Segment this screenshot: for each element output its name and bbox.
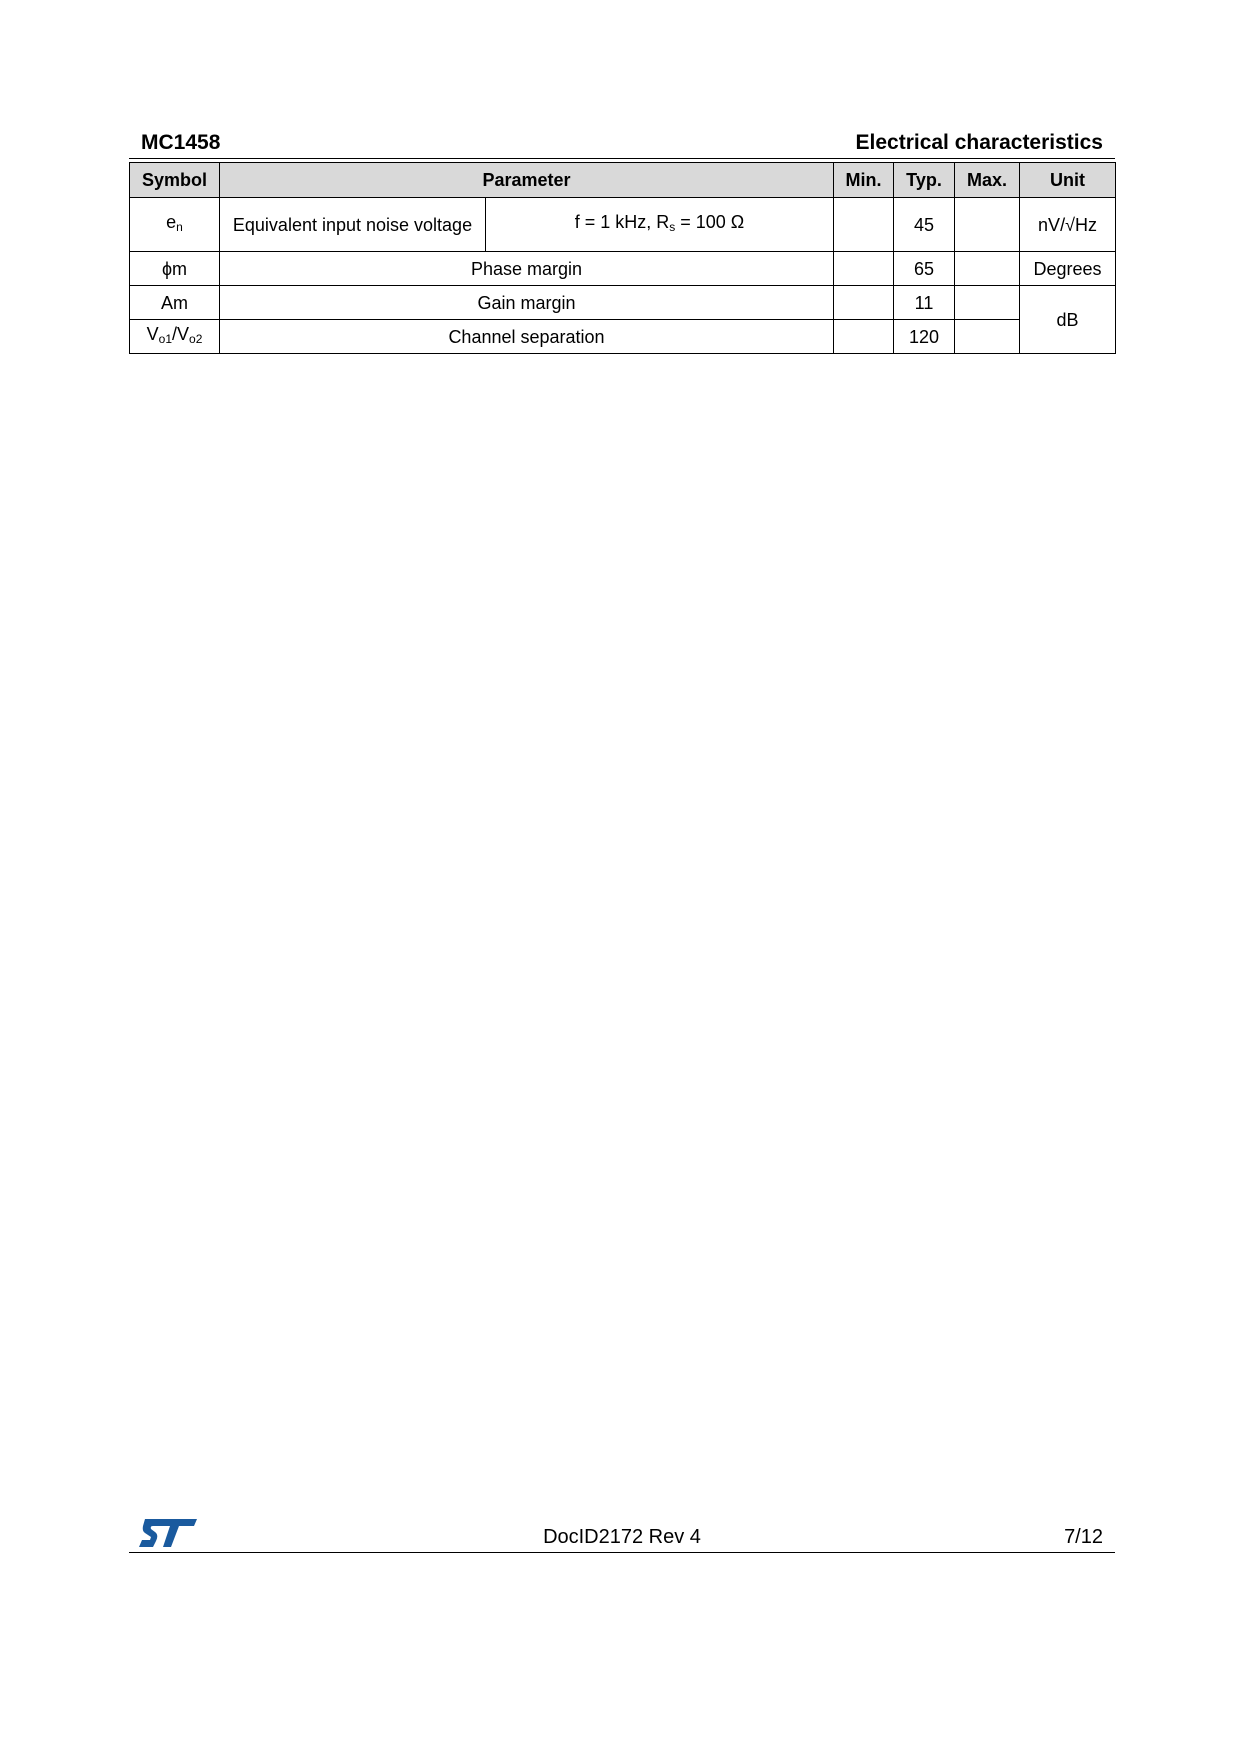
col-header-typ: Typ. bbox=[894, 163, 955, 198]
document-id: DocID2172 Rev 4 bbox=[543, 1526, 701, 1548]
min-cell bbox=[834, 252, 894, 286]
page-footer bbox=[129, 1512, 1115, 1553]
col-header-symbol: Symbol bbox=[130, 163, 220, 198]
col-header-parameter: Parameter bbox=[220, 163, 834, 198]
symbol-text: V bbox=[146, 324, 159, 344]
unit-cell: dB bbox=[1020, 286, 1116, 354]
table-header-row bbox=[130, 163, 1116, 198]
max-cell bbox=[955, 320, 1020, 354]
parameter-cell: Phase margin bbox=[220, 252, 834, 286]
document-part-number: MC1458 bbox=[141, 131, 221, 154]
col-header-unit: Unit bbox=[1020, 163, 1116, 198]
symbol-cell: ϕm bbox=[130, 252, 220, 286]
parameter-cell: Channel separation bbox=[220, 320, 834, 354]
max-cell bbox=[955, 198, 1020, 252]
max-cell bbox=[955, 252, 1020, 286]
page-number: 7/12 bbox=[1064, 1526, 1103, 1548]
table-row bbox=[130, 198, 1116, 252]
symbol-subscript: o2 bbox=[189, 332, 203, 346]
col-header-min: Min. bbox=[834, 163, 894, 198]
condition-text-tail: = 100 Ω bbox=[675, 212, 745, 232]
symbol-text: e bbox=[166, 212, 177, 232]
electrical-characteristics-table bbox=[129, 162, 1116, 354]
symbol-subscript: o1 bbox=[158, 332, 172, 346]
parameter-cell: Equivalent input noise voltage bbox=[220, 198, 486, 252]
condition-cell bbox=[486, 198, 834, 252]
parameter-cell: Gain margin bbox=[220, 286, 834, 320]
unit-cell: nV/√Hz bbox=[1020, 198, 1116, 252]
symbol-subscript: n bbox=[176, 220, 183, 234]
typ-cell: 65 bbox=[894, 252, 955, 286]
typ-cell: 11 bbox=[894, 286, 955, 320]
symbol-cell bbox=[130, 198, 220, 252]
unit-cell: Degrees bbox=[1020, 252, 1116, 286]
min-cell bbox=[834, 286, 894, 320]
typ-cell: 45 bbox=[894, 198, 955, 252]
table-row bbox=[130, 286, 1116, 320]
page-header bbox=[129, 128, 1115, 159]
min-cell bbox=[834, 320, 894, 354]
section-title: Electrical characteristics bbox=[855, 131, 1103, 154]
max-cell bbox=[955, 286, 1020, 320]
symbol-cell: Am bbox=[130, 286, 220, 320]
col-header-max: Max. bbox=[955, 163, 1020, 198]
typ-cell: 120 bbox=[894, 320, 955, 354]
min-cell bbox=[834, 198, 894, 252]
symbol-cell bbox=[130, 320, 220, 354]
table-row bbox=[130, 252, 1116, 286]
symbol-separator: /V bbox=[172, 324, 190, 344]
condition-text: f = 1 kHz, R bbox=[574, 212, 670, 232]
condition-subscript: s bbox=[669, 220, 676, 234]
table-row bbox=[130, 320, 1116, 354]
